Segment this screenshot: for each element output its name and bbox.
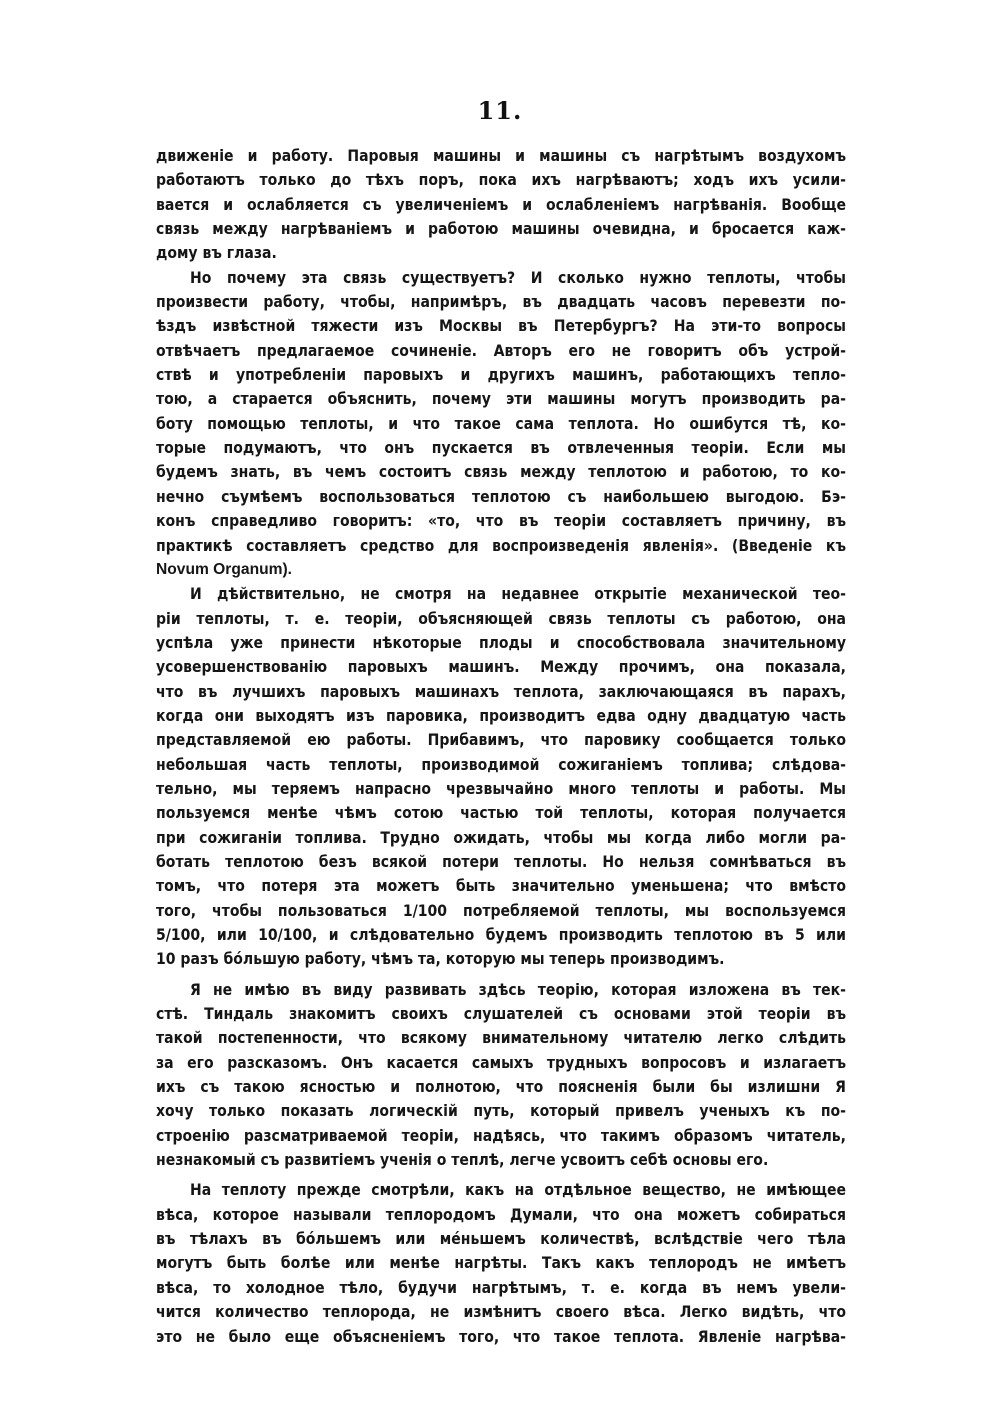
text-line: это не было еще объясненiемъ того, что такое теплота. Явленie нагрѣва-	[156, 1327, 846, 1346]
paragraph-5	[156, 1178, 846, 1348]
text-line: что въ лучшихъ паровыхъ машинахъ теплота, заключающаяся въ парахъ,	[156, 682, 846, 701]
text-line: 10 разъ бóльшую работу, чѣмъ та, которую мы теперь производимъ.	[156, 950, 725, 969]
text-line: отвѣчаетъ предлагаемое сочиненie. Авторъ его не говоритъ объ устрой-	[156, 341, 846, 360]
text-line: тою, а старается объяснить, почему эти машины могутъ производить ра-	[156, 390, 846, 409]
text-line: работаютъ только до тѣхъ поръ, пока ихъ нагрѣваютъ; ходъ ихъ усили-	[156, 171, 846, 190]
text-line: небольшая часть теплоты, производимой сожиганiемъ топлива; слѣдова-	[156, 755, 846, 774]
text-line: могутъ быть болѣе или менѣе нагрѣты. Такъ какъ теплородъ не имѣетъ	[156, 1254, 846, 1273]
paragraph-1	[156, 144, 846, 266]
text-line: усовершенствованiю паровыхъ машинъ. Между прочимъ, она показала,	[156, 658, 846, 677]
text-line: практикѣ составляетъ средство для воспроизведенiя явленiя». (Введенie къ	[156, 536, 846, 555]
paragraph-2	[156, 266, 846, 582]
body-text	[156, 144, 846, 1349]
text-line: Но почему эта связь существуетъ? И сколько нужно теплоты, чтобы	[190, 268, 846, 287]
text-line: ихъ съ такою ясностью и полнотою, что поясненiя были бы излишни Я	[156, 1078, 846, 1097]
text-line: рiи теплоты, т. е. теорiи, объясняющей связь теплоты съ работою, она	[156, 609, 846, 628]
text-line: хочу только показать логическiй путь, который привелъ ученыхъ къ по-	[156, 1102, 846, 1121]
paragraph-4	[156, 978, 846, 1173]
text-line: въ тѣлахъ въ бóльшемъ или мéньшемъ количествѣ, вслѣдствiе чего тѣла	[156, 1230, 846, 1249]
text-line: конъ справедливо говоритъ: «то, что въ теорiи составляетъ причину, въ	[156, 512, 846, 531]
text-line: вѣса, то холодное тѣло, будучи нагрѣтымъ, т. е. когда въ немъ увели-	[156, 1278, 846, 1297]
text-line: тельно, мы теряемъ напрасно чрезвычайно много теплоты и работы. Мы	[156, 779, 846, 798]
text-line: Novum Organum).	[156, 560, 293, 578]
text-line: вѣса, которое называли теплородомъ Думали, что она можетъ собираться	[156, 1205, 846, 1224]
page-number: 11.	[477, 96, 523, 125]
text-line: произвести работу, чтобы, напримѣръ, въ двадцать часовъ перевезти по-	[156, 293, 846, 312]
text-line: вается и ослабляется съ увеличенiемъ и ослабленiемъ нагрѣванiя. Вообще	[156, 195, 846, 214]
text-line: связь между нагрѣванiемъ и работою машины очевидна, и бросается каж-	[156, 220, 846, 239]
text-line: пользуемся менѣе чѣмъ сотою частью той теплоты, которая получается	[156, 804, 846, 823]
text-line: боту помощью теплоты, и что такое сама теплота. Но ошибутся тѣ, ко-	[156, 414, 846, 433]
text-line: томъ, что потеря эта можетъ быть значительно уменьшена; что вмѣсто	[156, 877, 846, 896]
text-line: будемъ знать, въ чемъ состоитъ связь между теплотою и работою, то ко-	[156, 463, 846, 482]
text-line: И дѣйствительно, не смотря на недавнее открытiе механической тео-	[190, 585, 846, 604]
text-line: такой постепенности, что всякому внимательному читателю легко слѣдить	[156, 1029, 846, 1048]
text-line: ствѣ и употребленiи паровыхъ и другихъ машинъ, работающихъ тепло-	[156, 366, 846, 385]
text-line: когда они выходятъ изъ паровика, производитъ едва одну двадцатую часть	[156, 706, 846, 725]
text-line: чится количество теплорода, не измѣнитъ своего вѣса. Легко видѣть, что	[156, 1303, 846, 1322]
text-line: торые подумаютъ, что онъ пускается въ отвлеченныя теорiи. Если мы	[156, 439, 846, 458]
text-line: нечно съумѣемъ воспользоваться теплотою съ наибольшею выгодою. Бэ-	[156, 487, 846, 506]
text-line: успѣла уже принести нѣкоторые плоды и способствовала значительному	[156, 633, 846, 652]
text-line: Я не имѣю въ виду развивать здѣсь теорiю, которая изложена въ тек-	[190, 980, 846, 999]
text-line: того, чтобы пользоваться 1/100 потребляемой теплоты, мы воспользуемся	[156, 901, 846, 920]
paragraph-3	[156, 582, 846, 972]
text-line: ботать теплотою безъ всякой потери теплоты. Но нельзя сомнѣваться въ	[156, 852, 846, 871]
text-line: представляемой ею работы. Прибавимъ, что паровику сообщается только	[156, 731, 846, 750]
text-line: при сожиганiи топлива. Трудно ожидать, чтобы мы когда либо могли ра-	[156, 828, 846, 847]
text-line: движенie и работу. Паровыя машины и машины съ нагрѣтымъ воздухомъ	[156, 147, 846, 165]
text-line: дому въ глаза.	[156, 244, 277, 263]
text-line: На теплоту прежде смотрѣли, какъ на отдѣльное вещество, не имѣющее	[190, 1181, 846, 1200]
text-line: 5/100, или 10/100, и слѣдовательно будемъ производить теплотою въ 5 или	[156, 926, 846, 944]
text-line: незнакомый съ развитiемъ ученiя о теплѣ, легче усвоитъ себѣ основы его.	[156, 1151, 769, 1170]
text-line: за его разсказомъ. Онъ касается самыхъ трудныхъ вопросовъ и излагаетъ	[156, 1053, 846, 1072]
text-line: ѣздъ извѣстной тяжести изъ Москвы въ Петербургъ? На эти-то вопросы	[156, 317, 846, 336]
text-line: стѣ. Тиндаль знакомитъ своихъ слушателей съ основами этой теорiи въ	[156, 1005, 846, 1024]
text-line: строенiю разсматриваемой теорiи, надѣясь, что такимъ образомъ читатель,	[156, 1126, 846, 1145]
